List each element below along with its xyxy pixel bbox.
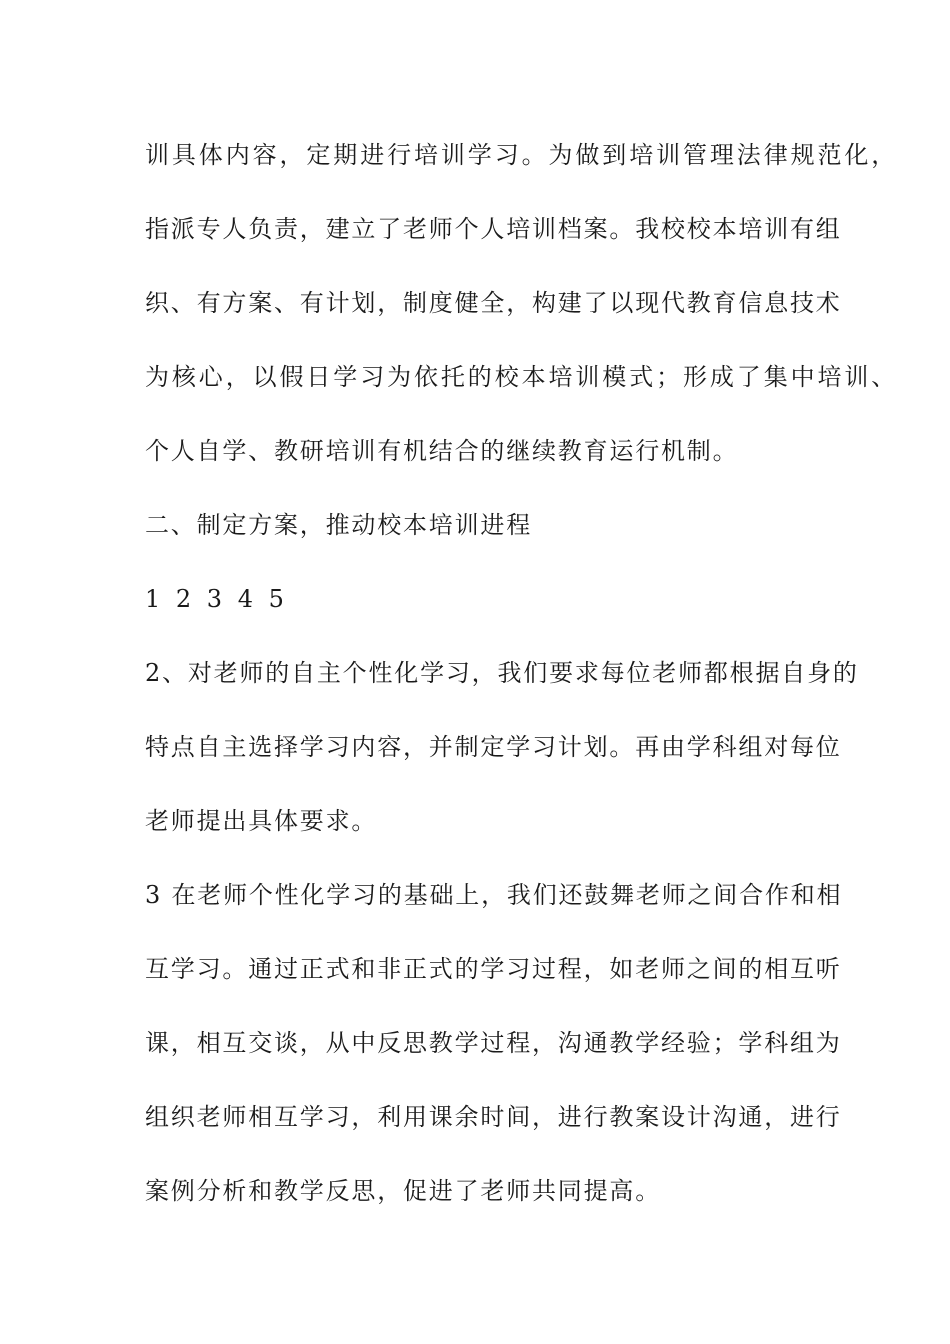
- paragraph-line: 为核心，以假日学习为依托的校本培训模式；形成了集中培训、: [145, 363, 899, 391]
- paragraph-line: 织、有方案、有计划，制度健全，构建了以现代教育信息技术: [145, 289, 842, 317]
- paragraph-line: 训具体内容，定期进行培训学习。为做到培训管理法律规范化，: [145, 141, 899, 169]
- paragraph-line: 老师提出具体要求。: [145, 807, 378, 835]
- paragraph-line: 2、对老师的自主个性化学习，我们要求每位老师都根据自身的: [145, 659, 859, 687]
- section-heading: 二、制定方案，推动校本培训进程: [145, 511, 532, 539]
- paragraph-line: 案例分析和教学反思，促进了老师共同提高。: [145, 1177, 661, 1205]
- paragraph-line: 互学习。通过正式和非正式的学习过程，如老师之间的相互听: [145, 955, 842, 983]
- paragraph-line: 组织老师相互学习，利用课余时间，进行教案设计沟通，进行: [145, 1103, 842, 1131]
- paragraph-line: 3 在老师个性化学习的基础上，我们还鼓舞老师之间合作和相: [145, 881, 843, 909]
- paragraph-line: 指派专人负责，建立了老师个人培训档案。我校校本培训有组: [145, 215, 842, 243]
- paragraph-line: 特点自主选择学习内容，并制定学习计划。再由学科组对每位: [145, 733, 842, 761]
- paragraph-line: 课，相互交谈，从中反思教学过程，沟通教学经验；学科组为: [145, 1029, 842, 1057]
- numbered-sequence: 1 2 3 4 5: [145, 585, 288, 613]
- paragraph-line: 个人自学、教研培训有机结合的继续教育运行机制。: [145, 437, 739, 465]
